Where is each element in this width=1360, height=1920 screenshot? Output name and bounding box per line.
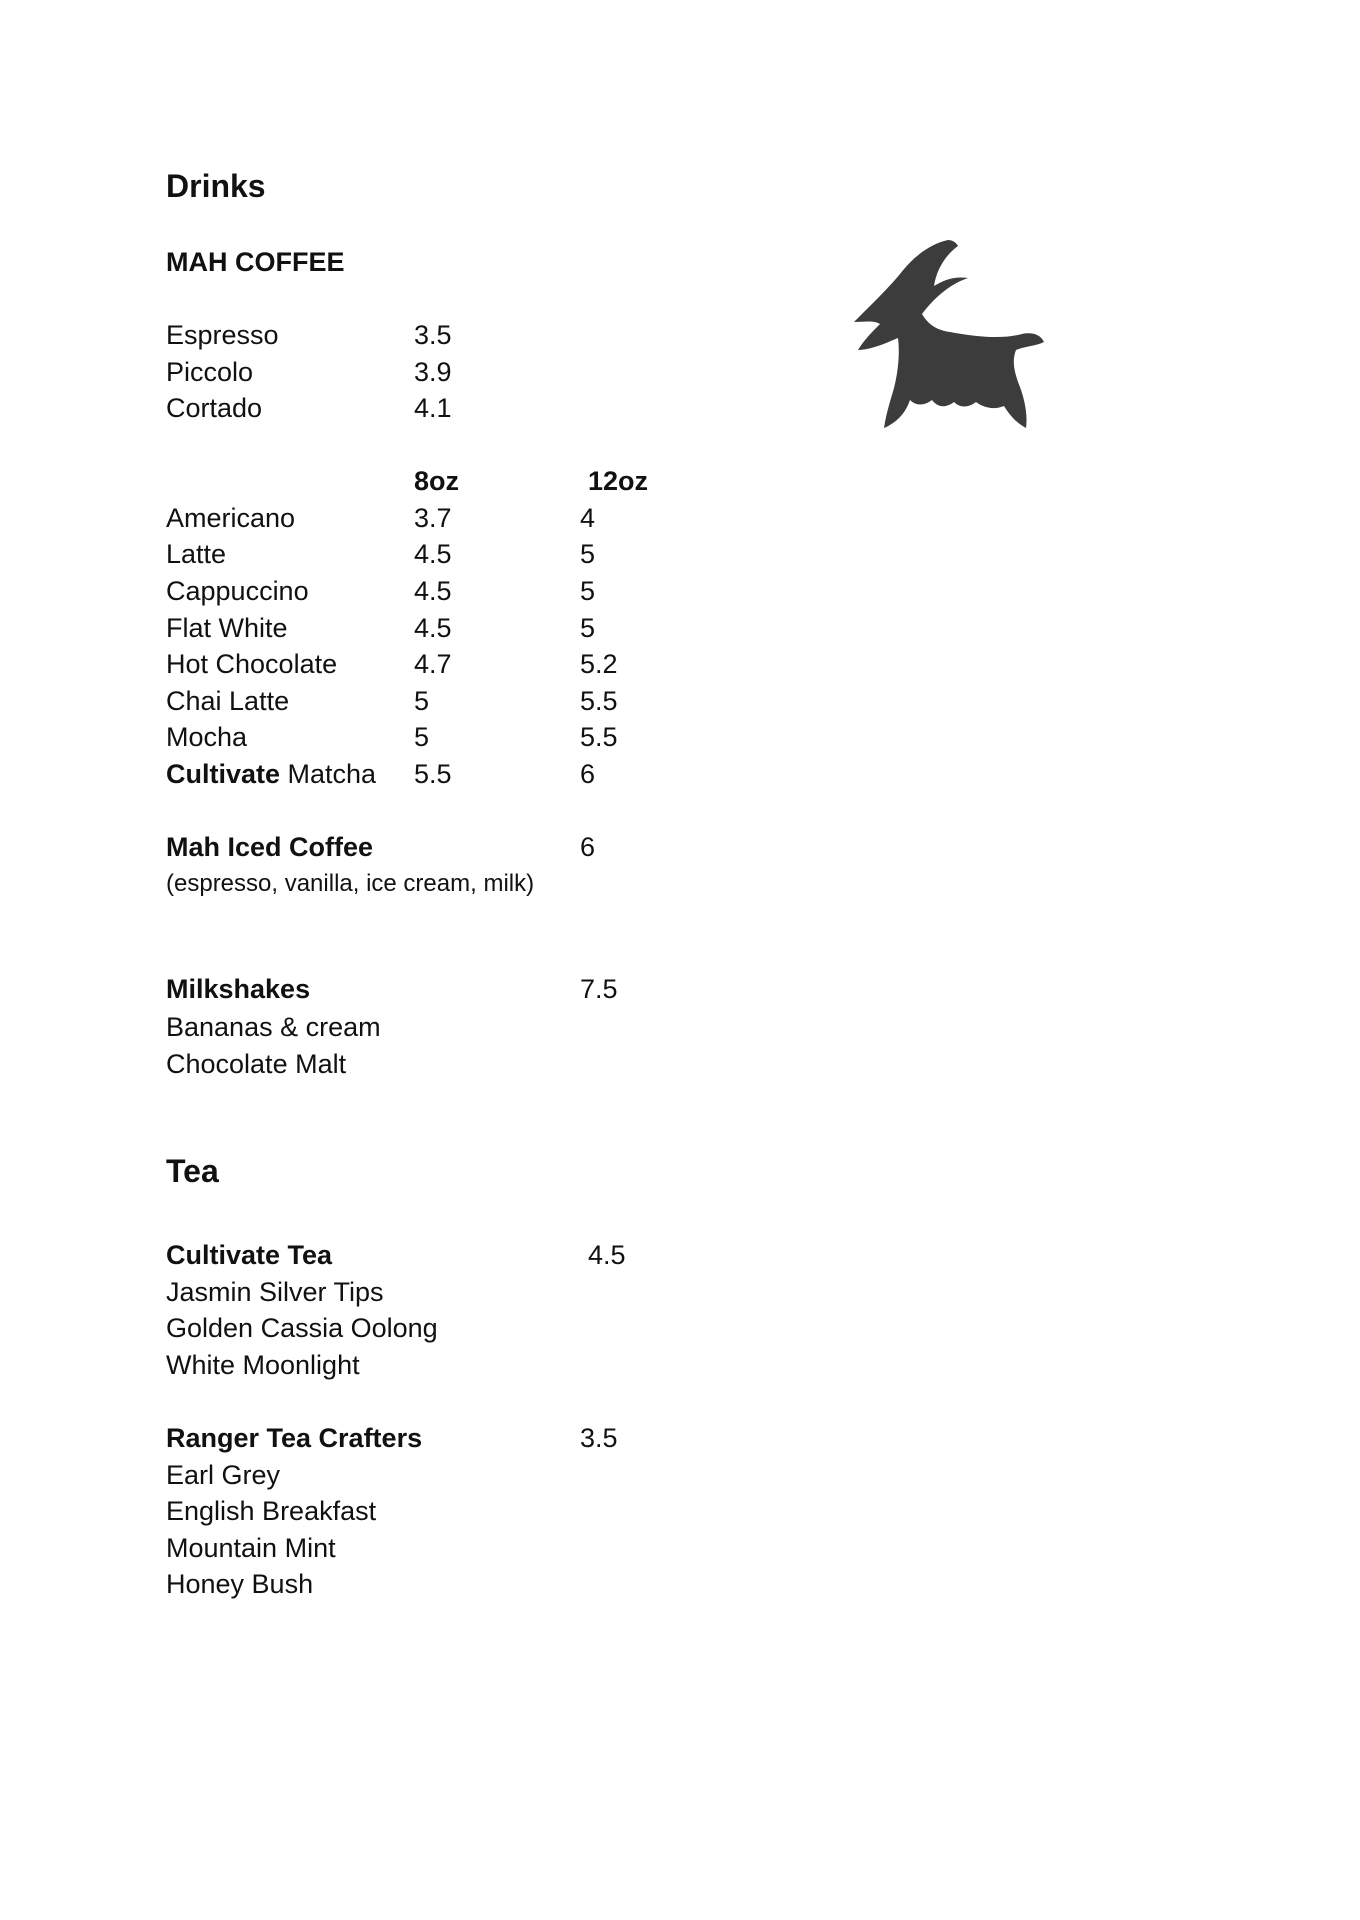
milkshake-flavor: Bananas & cream: [166, 1012, 381, 1042]
matcha-name: Matcha: [280, 759, 377, 789]
menu-item-price-12oz: 5.2: [580, 649, 618, 679]
coffee-heading: MAH COFFEE: [166, 247, 345, 277]
milkshake-flavor: Chocolate Malt: [166, 1049, 347, 1079]
milkshakes-name: Milkshakes: [166, 974, 311, 1004]
tea-item: Earl Grey: [166, 1460, 281, 1490]
menu-item-price-8oz: 5: [414, 722, 430, 752]
size-header-12oz: 12oz: [588, 466, 649, 496]
goat-logo-icon: [850, 236, 1050, 432]
menu-item-price-8oz: 5: [414, 686, 430, 716]
menu-item-price-8oz: 4.5: [414, 539, 452, 569]
menu-item-price-12oz: 5.5: [580, 686, 618, 716]
drinks-heading: Drinks: [166, 168, 266, 204]
menu-item-price-12oz: 4: [580, 503, 596, 533]
tea-item: Jasmin Silver Tips: [166, 1277, 384, 1307]
menu-item-price-8oz: 3.7: [414, 503, 452, 533]
tea-heading: Tea: [166, 1153, 219, 1189]
menu-item-name: Latte: [166, 539, 227, 569]
iced-coffee-name: Mah Iced Coffee: [166, 832, 374, 862]
menu-item-name: Cortado: [166, 393, 263, 423]
menu-item-price: 3.9: [414, 357, 452, 387]
matcha-item: [166, 761, 376, 788]
tea-item: White Moonlight: [166, 1350, 360, 1380]
menu-item-name: Mocha: [166, 722, 248, 752]
cultivate-tea-name: Cultivate Tea: [166, 1240, 333, 1270]
menu-item-name: Cappuccino: [166, 576, 309, 606]
menu-item-price-12oz: 6: [580, 759, 596, 789]
menu-item-price-8oz: 4.7: [414, 649, 452, 679]
ranger-tea-price: 3.5: [580, 1423, 618, 1453]
menu-item-name: Piccolo: [166, 357, 254, 387]
size-header-8oz: 8oz: [414, 466, 460, 496]
menu-item-name: Hot Chocolate: [166, 649, 338, 679]
menu-item-name: Americano: [166, 503, 296, 533]
menu-item-price: 4.1: [414, 393, 452, 423]
menu-item-name: Flat White: [166, 613, 288, 643]
tea-item: Honey Bush: [166, 1569, 314, 1599]
ranger-tea-name: Ranger Tea Crafters: [166, 1423, 423, 1453]
menu-item-price-8oz: 5.5: [414, 759, 452, 789]
matcha-brand: Cultivate: [166, 759, 281, 789]
milkshakes-price: 7.5: [580, 974, 618, 1004]
menu-item-price-12oz: 5.5: [580, 722, 618, 752]
menu-item-name: Espresso: [166, 320, 279, 350]
menu-item-price-12oz: 5: [580, 539, 596, 569]
tea-item: Golden Cassia Oolong: [166, 1313, 438, 1343]
tea-item: Mountain Mint: [166, 1533, 336, 1563]
iced-coffee-price: 6: [580, 832, 596, 862]
iced-coffee-description: (espresso, vanilla, ice cream, milk): [166, 870, 535, 897]
menu-item-price-8oz: 4.5: [414, 613, 452, 643]
menu-item-price: 3.5: [414, 320, 452, 350]
cultivate-tea-price: 4.5: [588, 1240, 626, 1270]
tea-item: English Breakfast: [166, 1496, 377, 1526]
menu-item-price-12oz: 5: [580, 576, 596, 606]
menu-item-name: Chai Latte: [166, 686, 290, 716]
menu-item-price-12oz: 5: [580, 613, 596, 643]
menu-item-price-8oz: 4.5: [414, 576, 452, 606]
